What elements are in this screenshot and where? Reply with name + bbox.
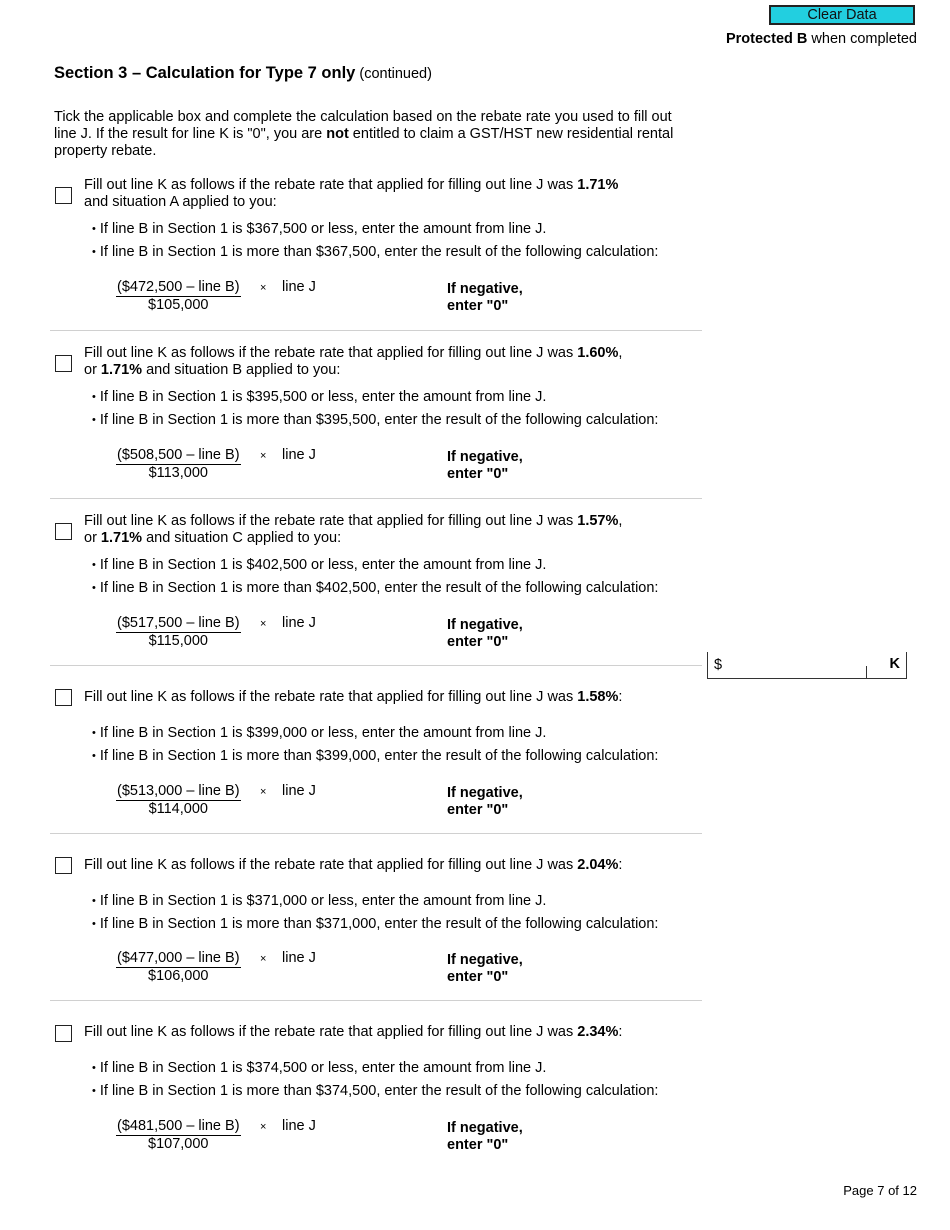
- lead-prefix: Fill out line K as follows if the rebate rate that applied for filling out line J was: [84, 857, 578, 873]
- rate-value: 1.58%: [577, 689, 619, 705]
- option-lead-text: [84, 1024, 704, 1041]
- lead-prefix: Fill out line K as follows if the rebate rate that applied for filling out line J was: [84, 1024, 578, 1040]
- cents-separator: [866, 666, 867, 678]
- condition-item: • If line B in Section 1 is more than $367,500, enter the result of the following calculation:: [92, 244, 658, 267]
- multiply-sign: ×: [260, 1121, 267, 1133]
- option-lead-text: [84, 857, 704, 874]
- condition-item: • If line B in Section 1 is more than $402,500, enter the result of the following calculation:: [92, 580, 658, 603]
- option-checkbox-2[interactable]: [55, 355, 72, 372]
- rate-value: 1.71%: [577, 177, 619, 193]
- condition-item: • If line B in Section 1 is more than $371,000, enter the result of the following calculation:: [92, 916, 658, 939]
- condition-item: • If line B in Section 1 is more than $395,500, enter the result of the following calculation:: [92, 412, 658, 435]
- negative-note-2: enter "0": [447, 466, 509, 482]
- negative-note-1: If negative,: [447, 785, 523, 801]
- negative-note-2: enter "0": [447, 634, 509, 650]
- protected-b-notice: [726, 31, 917, 47]
- formula-line-j: line J: [282, 950, 316, 966]
- multiply-sign: ×: [260, 618, 267, 630]
- block-divider: [50, 330, 702, 331]
- option-lead-text: [84, 345, 704, 379]
- condition-list: [92, 221, 658, 267]
- lead-line2-rate: 1.71%: [100, 530, 143, 546]
- negative-note-2: enter "0": [447, 802, 509, 818]
- protected-b-suffix: when completed: [807, 31, 917, 47]
- section-title-suffix: (continued): [355, 66, 432, 82]
- negative-note-1: If negative,: [447, 952, 523, 968]
- line-k-label: K: [889, 656, 900, 672]
- block-divider: [50, 833, 702, 834]
- condition-list: [92, 557, 658, 603]
- lead-line2-pre: or: [84, 362, 101, 378]
- rate-value: 1.57%: [577, 513, 619, 529]
- negative-note: [447, 281, 523, 315]
- clear-data-button[interactable]: Clear Data: [769, 5, 915, 25]
- formula-denominator: $105,000: [148, 297, 209, 313]
- formula-numerator: ($513,000 – line B): [117, 783, 240, 799]
- formula-denominator: $113,000: [148, 465, 208, 481]
- intro-text-2: entitled to claim a GST/HST new residential rental property rebate.: [54, 126, 674, 159]
- formula-numerator: ($517,500 – line B): [117, 615, 240, 631]
- negative-note-1: If negative,: [447, 617, 523, 633]
- negative-note: [447, 617, 523, 651]
- option-lead-text: [84, 689, 704, 706]
- rate-value: 2.04%: [577, 857, 619, 873]
- lead-prefix: Fill out line K as follows if the rebate rate that applied for filling out line J was: [84, 689, 578, 705]
- rate-suffix: :: [618, 857, 623, 873]
- intro-paragraph: [54, 109, 694, 160]
- rate-suffix: :: [618, 689, 623, 705]
- condition-item: • If line B in Section 1 is more than $374,500, enter the result of the following calculation:: [92, 1083, 658, 1106]
- formula-fraction: [116, 447, 241, 482]
- block-divider: [50, 665, 702, 666]
- formula-fraction: [116, 615, 241, 650]
- negative-note-1: If negative,: [447, 1120, 523, 1136]
- formula-fraction: [116, 950, 241, 985]
- line-k-field: [707, 652, 907, 679]
- formula-denominator: $115,000: [148, 633, 208, 649]
- lead-line2-rate: 1.71%: [100, 362, 143, 378]
- intro-text-1: Tick the applicable box and complete the calculation based on the rebate rate you used to fill out line J. If the result for line K is "0", you are: [54, 109, 672, 142]
- rate-value: 1.60%: [577, 345, 619, 361]
- formula-numerator: ($477,000 – line B): [117, 950, 240, 966]
- condition-item: • If line B in Section 1 is $367,500 or less, enter the amount from line J.: [92, 221, 658, 244]
- lead-line2-post: and situation C applied to you:: [142, 530, 342, 546]
- lead-line2: and situation A applied to you:: [84, 194, 277, 210]
- multiply-sign: ×: [260, 953, 267, 965]
- negative-note-2: enter "0": [447, 969, 509, 985]
- negative-note: [447, 1120, 523, 1154]
- formula-fraction: [116, 783, 241, 818]
- formula-line-j: line J: [282, 279, 316, 295]
- option-lead-text: [84, 177, 704, 211]
- lead-prefix: Fill out line K as follows if the rebate rate that applied for filling out line J was: [84, 345, 578, 361]
- block-divider: [50, 498, 702, 499]
- formula-numerator: ($508,500 – line B): [117, 447, 240, 463]
- dollar-sign: $: [714, 657, 723, 673]
- page-number: Page 7 of 12: [843, 1183, 917, 1198]
- rate-value: 2.34%: [577, 1024, 619, 1040]
- negative-note-1: If negative,: [447, 449, 523, 465]
- condition-list: [92, 1060, 658, 1106]
- condition-list: [92, 893, 658, 939]
- formula-line-j: line J: [282, 783, 316, 799]
- negative-note: [447, 449, 523, 483]
- condition-item: • If line B in Section 1 is $402,500 or less, enter the amount from line J.: [92, 557, 658, 580]
- multiply-sign: ×: [260, 786, 267, 798]
- lead-line2-pre: or: [84, 530, 101, 546]
- negative-note-2: enter "0": [447, 1137, 509, 1153]
- condition-item: • If line B in Section 1 is $395,500 or less, enter the amount from line J.: [92, 389, 658, 412]
- rate-suffix: ,: [618, 513, 623, 529]
- option-checkbox-3[interactable]: [55, 523, 72, 540]
- formula-denominator: $114,000: [148, 801, 208, 817]
- formula-denominator: $106,000: [148, 968, 209, 984]
- negative-note-2: enter "0": [447, 298, 509, 314]
- negative-note: [447, 785, 523, 819]
- option-checkbox-5[interactable]: [55, 857, 72, 874]
- formula-numerator: ($472,500 – line B): [117, 279, 240, 295]
- formula-denominator: $107,000: [148, 1136, 209, 1152]
- option-checkbox-6[interactable]: [55, 1025, 72, 1042]
- condition-item: • If line B in Section 1 is $374,500 or less, enter the amount from line J.: [92, 1060, 658, 1083]
- formula-line-j: line J: [282, 447, 316, 463]
- lead-line2-post: and situation B applied to you:: [142, 362, 341, 378]
- negative-note: [447, 952, 523, 986]
- multiply-sign: ×: [260, 450, 267, 462]
- option-checkbox-4[interactable]: [55, 689, 72, 706]
- lead-prefix: Fill out line K as follows if the rebate rate that applied for filling out line J was: [84, 177, 578, 193]
- line-k-input[interactable]: [726, 654, 868, 678]
- rate-suffix: :: [618, 1024, 623, 1040]
- block-divider: [50, 1000, 702, 1001]
- rate-suffix: ,: [618, 345, 623, 361]
- formula-numerator: ($481,500 – line B): [117, 1118, 240, 1134]
- option-lead-text: [84, 513, 704, 547]
- condition-list: [92, 389, 658, 435]
- negative-note-1: If negative,: [447, 281, 523, 297]
- section-title-text: Section 3 – Calculation for Type 7 only: [54, 64, 356, 82]
- option-checkbox-1[interactable]: [55, 187, 72, 204]
- condition-list: [92, 725, 658, 771]
- formula-line-j: line J: [282, 1118, 316, 1134]
- intro-bold-not: not: [326, 126, 349, 142]
- section-title: [54, 64, 432, 83]
- condition-item: • If line B in Section 1 is $399,000 or less, enter the amount from line J.: [92, 725, 658, 748]
- protected-b-label: Protected B: [725, 31, 808, 47]
- multiply-sign: ×: [260, 282, 267, 294]
- formula-fraction: [116, 1118, 241, 1153]
- lead-prefix: Fill out line K as follows if the rebate rate that applied for filling out line J was: [84, 513, 578, 529]
- condition-item: • If line B in Section 1 is $371,000 or less, enter the amount from line J.: [92, 893, 658, 916]
- formula-fraction: [116, 279, 241, 314]
- formula-line-j: line J: [282, 615, 316, 631]
- condition-item: • If line B in Section 1 is more than $399,000, enter the result of the following calculation:: [92, 748, 658, 771]
